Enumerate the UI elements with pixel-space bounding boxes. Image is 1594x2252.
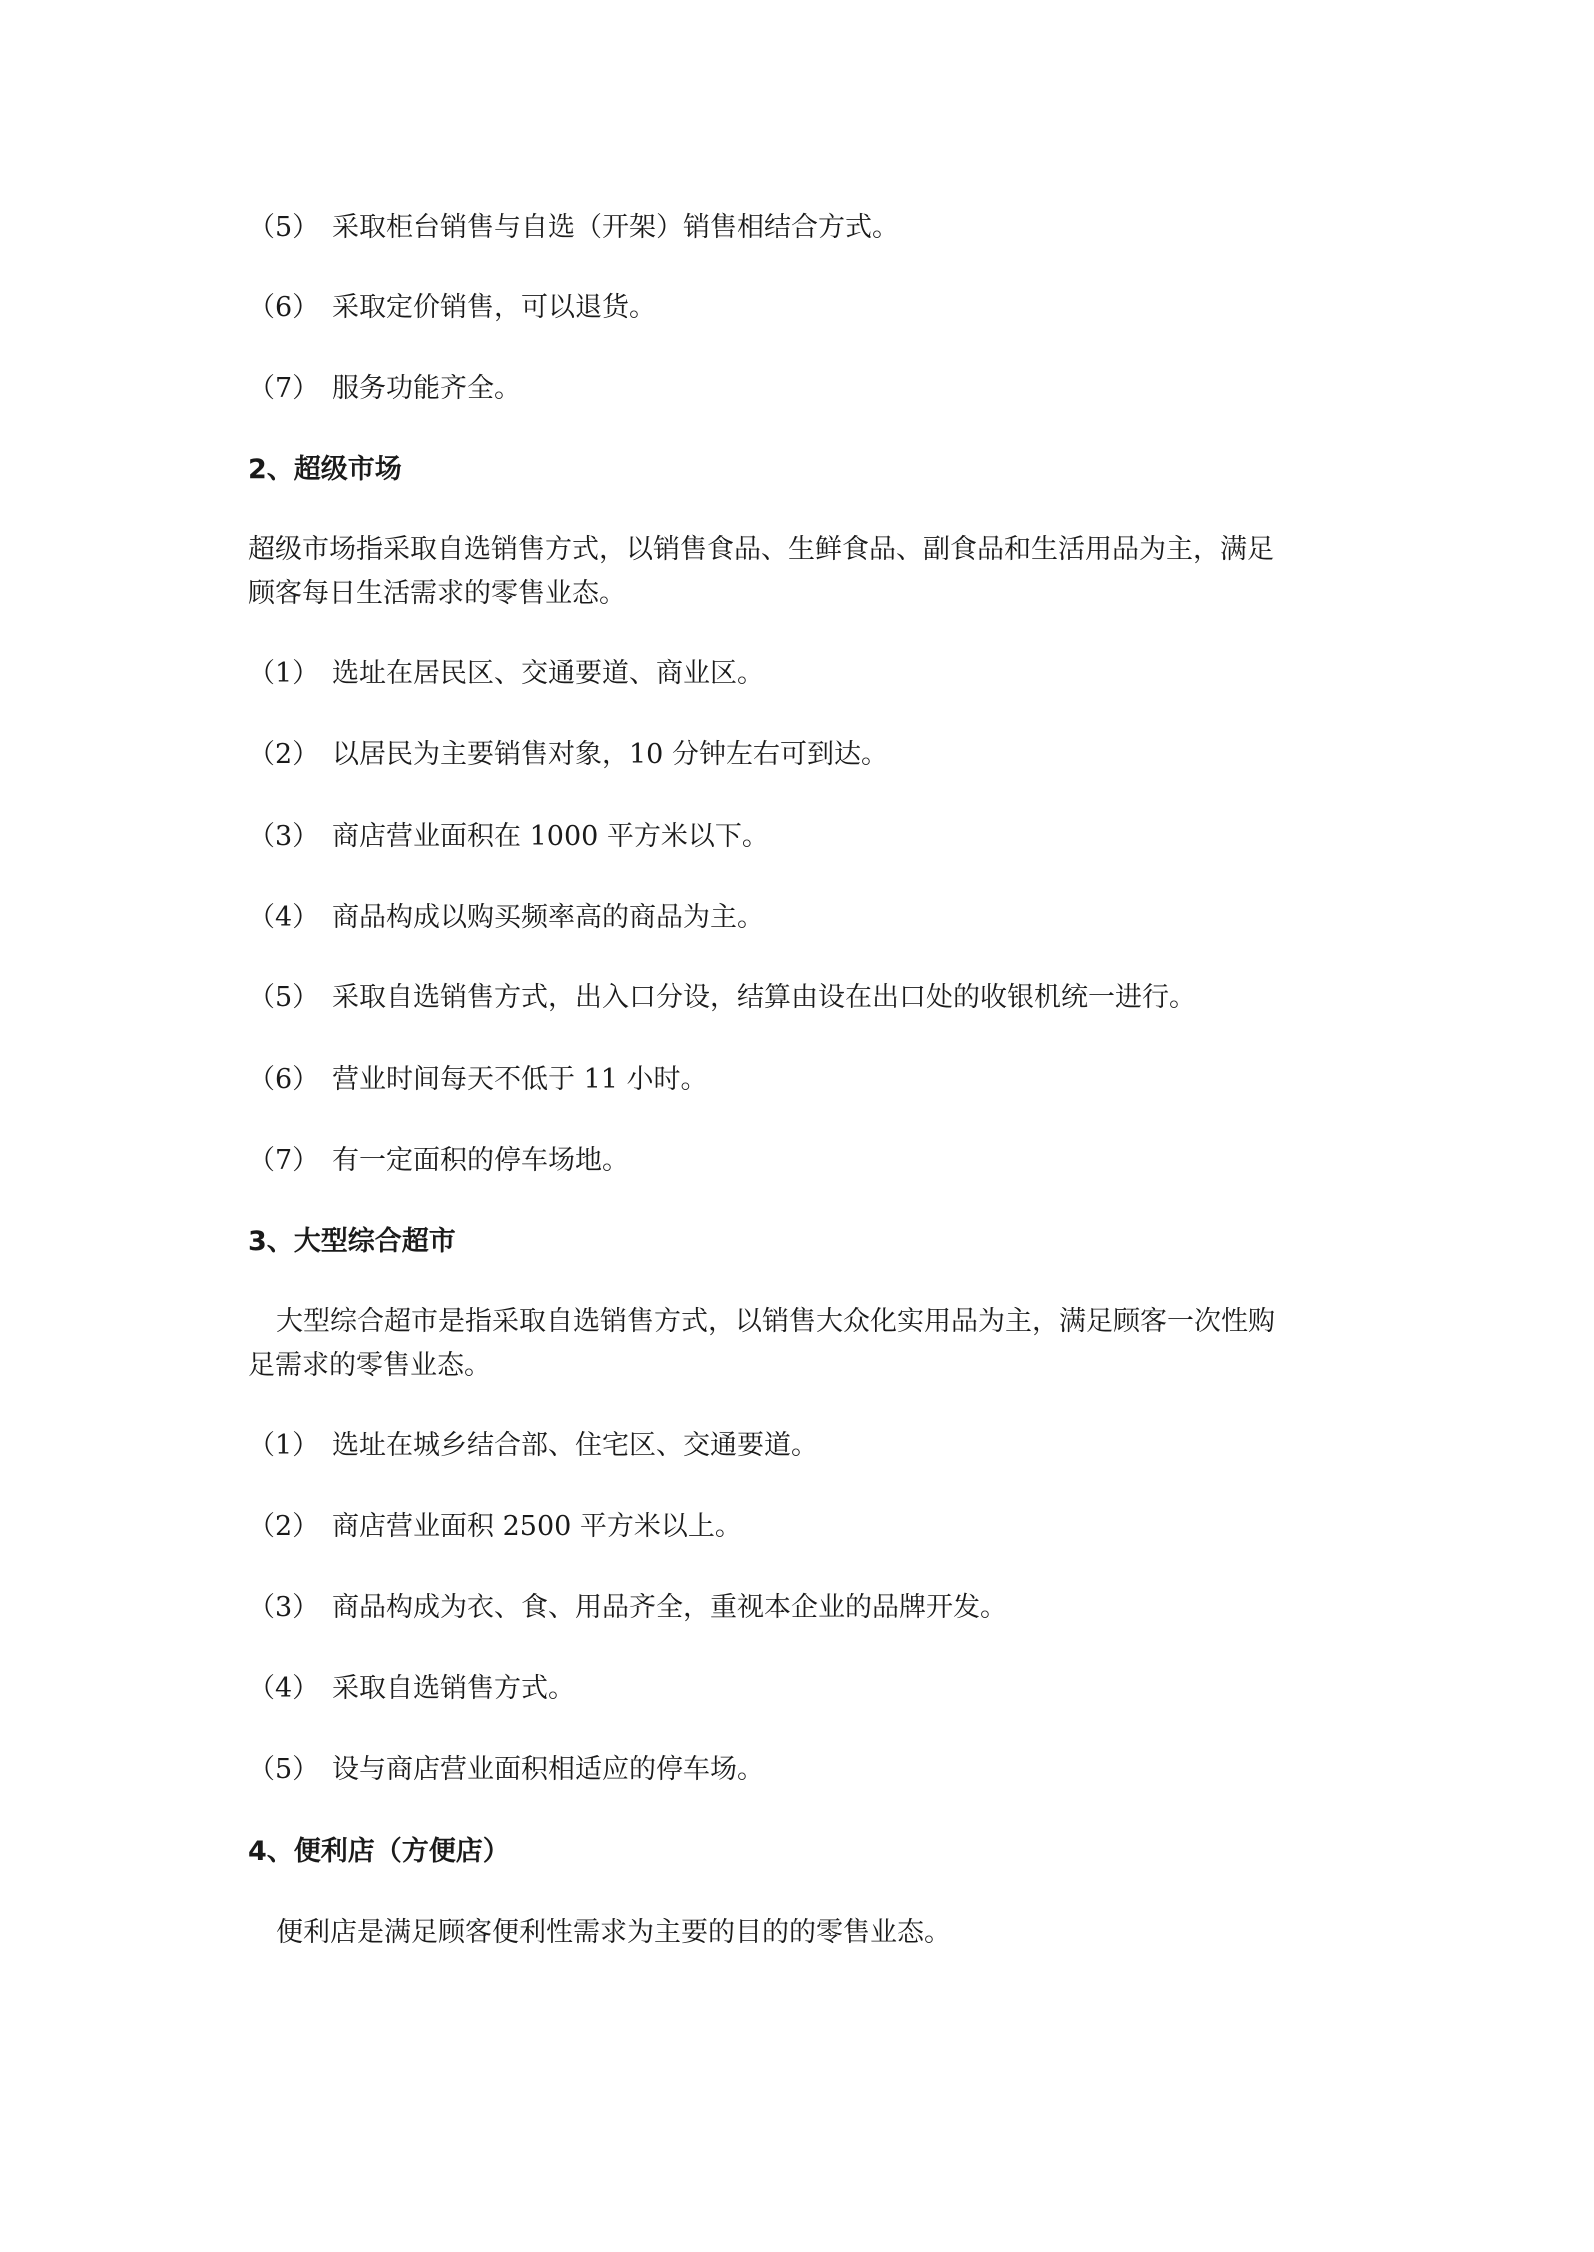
intro-line: 便利店是满足顾客便利性需求为主要的目的的零售业态。 [276, 1917, 951, 1948]
item-text: 服务功能齐全。 [332, 373, 521, 404]
list-item [248, 1058, 1358, 1102]
list-item [248, 1505, 1358, 1549]
item-number: （4） [248, 902, 320, 933]
list-item [248, 815, 1358, 859]
item-number: （2） [248, 739, 320, 770]
item-number: （5） [248, 1754, 320, 1785]
item-number: （2） [248, 1511, 320, 1542]
list-item [248, 1748, 1358, 1792]
item-number: （6） [248, 292, 320, 323]
item-text: 商品构成为衣、食、用品齐全，重视本企业的品牌开发。 [332, 1592, 1007, 1623]
item-text: 采取自选销售方式。 [332, 1673, 575, 1704]
item-text: 营业时间每天不低于 11 小时。 [332, 1064, 708, 1095]
list-item [248, 286, 1358, 330]
list-item [248, 896, 1358, 940]
item-number: （6） [248, 1064, 320, 1095]
item-text: 商店营业面积 2500 平方米以上。 [332, 1511, 742, 1542]
item-number: （5） [248, 212, 320, 243]
item-text: 设与商店营业面积相适应的停车场。 [332, 1754, 764, 1785]
section-heading: 3、大型综合超市 [248, 1226, 456, 1257]
list-item [248, 367, 1358, 411]
section-heading: 4、便利店（方便店） [248, 1836, 510, 1867]
list-item [248, 1139, 1358, 1183]
list-item [248, 733, 1358, 777]
intro-line: 顾客每日生活需求的零售业态。 [248, 578, 626, 609]
intro-line: 足需求的零售业态。 [248, 1350, 491, 1381]
list-item [248, 206, 1358, 250]
intro-line: 大型综合超市是指采取自选销售方式，以销售大众化实用品为主，满足顾客一次性购 [276, 1306, 1275, 1337]
intro-line: 超级市场指采取自选销售方式，以销售食品、生鲜食品、副食品和生活用品为主，满足 [248, 534, 1274, 565]
list-item [248, 652, 1358, 696]
list-item [248, 1586, 1358, 1630]
item-number: （5） [248, 982, 320, 1013]
item-text: 有一定面积的停车场地。 [332, 1145, 629, 1176]
item-number: （7） [248, 1145, 320, 1176]
item-text: 采取定价销售，可以退货。 [332, 292, 656, 323]
section-intro [248, 1911, 1358, 1955]
item-number: （1） [248, 1430, 320, 1461]
item-number: （3） [248, 1592, 320, 1623]
list-item [248, 976, 1358, 1020]
section-intro [248, 1300, 1358, 1388]
item-number: （4） [248, 1673, 320, 1704]
item-text: 以居民为主要销售对象，10 分钟左右可到达。 [332, 739, 888, 770]
item-text: 采取柜台销售与自选（开架）销售相结合方式。 [332, 212, 899, 243]
section-intro [248, 528, 1358, 616]
item-number: （1） [248, 658, 320, 689]
section-heading: 2、超级市场 [248, 454, 402, 485]
item-text: 商品构成以购买频率高的商品为主。 [332, 902, 764, 933]
item-number: （7） [248, 373, 320, 404]
item-text: 选址在城乡结合部、住宅区、交通要道。 [332, 1430, 818, 1461]
list-item [248, 1424, 1358, 1468]
item-text: 采取自选销售方式，出入口分设，结算由设在出口处的收银机统一进行。 [332, 982, 1196, 1013]
item-text: 选址在居民区、交通要道、商业区。 [332, 658, 764, 689]
item-text: 商店营业面积在 1000 平方米以下。 [332, 821, 769, 852]
item-number: （3） [248, 821, 320, 852]
list-item [248, 1667, 1358, 1711]
